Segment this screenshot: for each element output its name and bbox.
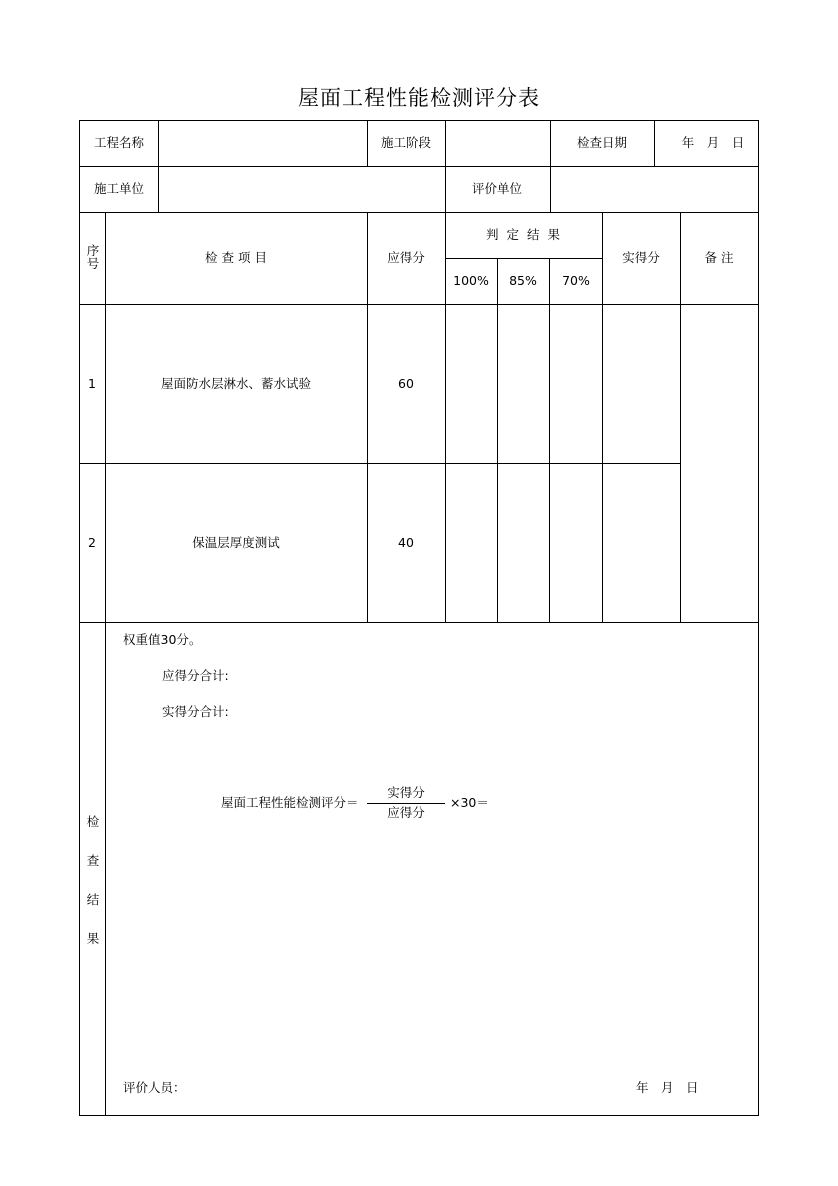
page-title: 屋面工程性能检测评分表	[298, 86, 540, 110]
result-label: 检查结果	[86, 814, 100, 946]
pct-70-header: 70%	[562, 273, 590, 288]
divider	[367, 120, 368, 167]
table-row-1-pct-100-cell[interactable]	[446, 305, 497, 462]
table-row-1-pct-70-cell[interactable]	[550, 305, 602, 462]
table-row-2-pct-70-cell[interactable]	[550, 464, 602, 622]
due-score-header: 应得分	[387, 250, 425, 265]
evaluation-unit-label: 评价单位	[471, 181, 523, 196]
construction-unit-label: 施工单位	[93, 181, 145, 196]
table-row-2-item: 保温层厚度测试	[192, 535, 280, 550]
divider	[79, 212, 759, 213]
table-border-left	[79, 120, 80, 1116]
table-row-2-seq: 2	[88, 535, 96, 550]
table-row-1-score: 60	[398, 376, 414, 391]
table-row-1-item: 屋面防水层淋水、蓄水试验	[160, 376, 312, 391]
formula-denominator: 应得分	[387, 805, 425, 820]
construction-unit-field[interactable]	[159, 167, 444, 211]
pct-85-header: 85%	[509, 273, 537, 288]
project-name-field[interactable]	[159, 121, 366, 165]
divider	[367, 212, 368, 623]
table-row-2-score: 40	[398, 535, 414, 550]
table-row-2-actual-cell[interactable]	[603, 464, 680, 622]
table-row-2-pct-85-cell[interactable]	[498, 464, 549, 622]
evaluation-date: 年 月 日	[636, 1080, 699, 1095]
divider	[445, 258, 602, 259]
table-row-1-pct-85-cell[interactable]	[498, 305, 549, 462]
due-total-label: 应得分合计:	[162, 668, 229, 683]
table-row-2-pct-100-cell[interactable]	[446, 464, 497, 622]
check-date-label: 检查日期	[576, 135, 628, 150]
table-border-bottom	[79, 1115, 759, 1116]
item-header: 检 查 项 目	[205, 250, 267, 265]
evaluator-label: 评价人员：	[123, 1080, 186, 1095]
divider	[105, 212, 106, 1116]
divider	[79, 622, 759, 623]
judgement-header: 判 定 结 果	[486, 227, 562, 242]
stage-field[interactable]	[446, 121, 549, 165]
actual-total-label: 实得分合计:	[162, 704, 229, 719]
table-border-right	[758, 120, 759, 1116]
weight-text: 权重值30分。	[123, 632, 202, 647]
remark-cell[interactable]	[681, 305, 758, 622]
check-date-field[interactable]: 年 月 日	[681, 135, 745, 150]
remark-header: 备 注	[704, 250, 734, 265]
table-row-1-seq: 1	[88, 376, 96, 391]
formula-right: ×30＝	[450, 795, 489, 810]
stage-label: 施工阶段	[380, 135, 432, 150]
project-name-label: 工程名称	[93, 135, 145, 150]
formula-numerator: 实得分	[387, 785, 425, 800]
seq-header: 序号	[86, 243, 100, 271]
formula-left: 屋面工程性能检测评分＝	[221, 795, 359, 810]
table-row-1-actual-cell[interactable]	[603, 305, 680, 462]
fraction-line	[367, 803, 445, 804]
score-table	[79, 120, 759, 1116]
evaluation-unit-field[interactable]	[551, 167, 757, 211]
divider	[654, 120, 655, 167]
actual-score-header: 实得分	[622, 250, 660, 265]
pct-100-header: 100%	[453, 273, 489, 288]
